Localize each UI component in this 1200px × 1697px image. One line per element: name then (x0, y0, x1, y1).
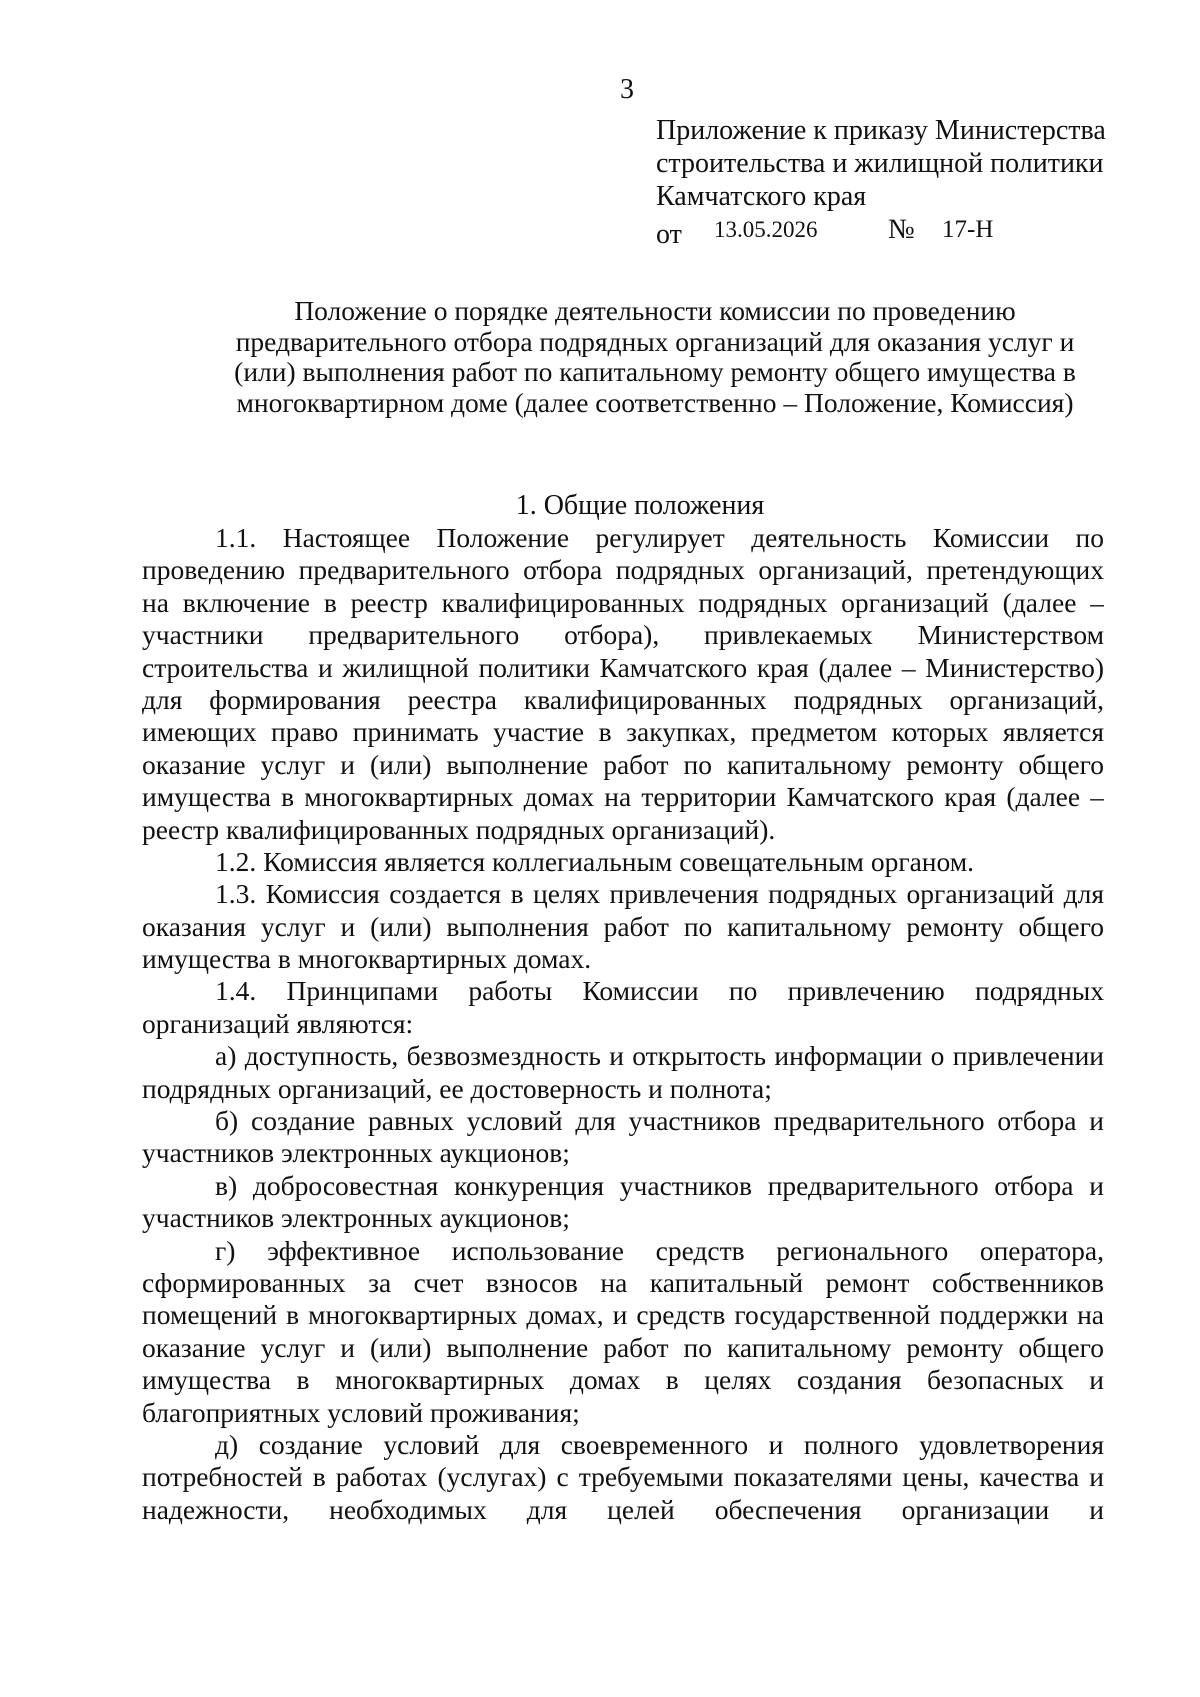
body-line: имущества в многоквартирных домах на территории Камчатского края (далее – (142, 781, 1104, 813)
body-line: реестр квалифицированных подрядных организаций). (142, 813, 776, 845)
title-line: Положение о порядке деятельности комиссии по проведению (294, 295, 1016, 326)
body-line: на включение в реестр квалифицированных подрядных организаций (далее – (142, 586, 1104, 618)
body-line: имущества в многоквартирных домах в целях создания безопасных и (142, 1364, 1104, 1396)
title-line: предварительного отбора подрядных организаций для оказания услуг и (235, 325, 1075, 357)
body-line: помещений в многоквартирных домах, и средств государственной поддержки на (142, 1299, 1104, 1331)
body-line: 1.1. Настоящее Положение регулирует деятельность Комиссии по (215, 522, 1104, 553)
body-line: участники предварительного отбора), привлекаемых Министерством (142, 619, 1104, 651)
body-line: 1.3. Комиссия создается в целях привлечения подрядных организаций для (215, 878, 1104, 910)
body-line: для формирования реестра квалифицированных подрядных организаций, (142, 683, 1104, 715)
body-line: 1.2. Комиссия является коллегиальным совещательным органом. (215, 845, 975, 877)
appendix-line: строительства и жилищной политики (656, 148, 1104, 179)
body-line: г) эффективное использование средств регионального оператора, (215, 1234, 1104, 1266)
document-body (142, 522, 1104, 1526)
section-heading: 1. Общие положения (515, 490, 765, 521)
body-line: 1.4. Принципами работы Комиссии по привлечению подрядных (215, 975, 1104, 1007)
body-line: имеющих право принимать участие в закупках, предметом которых является (142, 716, 1104, 748)
body-line: благоприятных условий проживания; (142, 1396, 580, 1428)
page-number: 3 (620, 74, 634, 105)
body-line: сформированных за счет взносов на капитальный ремонт собственников (142, 1266, 1104, 1298)
body-line: организаций являются: (142, 1007, 414, 1039)
order-from-label: от (656, 219, 682, 250)
body-line: б) создание равных условий для участников предварительного отбора и (215, 1105, 1104, 1137)
order-date: 13.05.2026 (714, 217, 818, 242)
body-line: проведению предварительного отбора подрядных организаций, претендующих (142, 554, 1104, 586)
body-line: оказание услуг и (или) выполнение работ по капитальному ремонту общего (142, 1331, 1104, 1363)
order-details (656, 213, 1106, 255)
body-line: имущества в многоквартирных домах. (142, 943, 592, 975)
body-line: в) добросовестная конкуренция участников предварительного отбора и (215, 1169, 1104, 1201)
order-number: 17-Н (942, 216, 994, 243)
body-line: надежности, необходимых для целей обеспечения организации и (142, 1493, 1104, 1525)
body-line: потребностей в работах (услугах) с требуемыми показателями цены, качества и (142, 1461, 1104, 1493)
body-line: строительства и жилищной политики Камчатского края (далее – Министерство) (142, 651, 1104, 683)
title-line: многоквартирном доме (далее соответственно – Положение, Комиссия) (236, 386, 1074, 418)
document-title (215, 296, 1095, 418)
body-line: участников электронных аукционов; (142, 1202, 570, 1234)
appendix-line: Приложение к приказу Министерства (656, 115, 1106, 146)
body-line: участников электронных аукционов; (142, 1137, 570, 1169)
title-line: (или) выполнения работ по капитальному ремонту общего имущества в (234, 356, 1076, 387)
body-line: подрядных организаций, ее достоверность и полнота; (142, 1072, 772, 1104)
body-line: оказание услуг и (или) выполнение работ по капитальному ремонту общего (142, 748, 1104, 780)
appendix-block (656, 114, 1106, 255)
order-number-label: № (888, 214, 915, 245)
appendix-line: Камчатского края (656, 181, 867, 212)
body-line: оказания услуг и (или) выполнения работ по капитальному ремонту общего (142, 910, 1104, 942)
body-line: а) доступность, безвозмездность и открытость информации о привлечении (215, 1040, 1104, 1072)
body-line: д) создание условий для своевременного и полного удовлетворения (215, 1428, 1104, 1460)
